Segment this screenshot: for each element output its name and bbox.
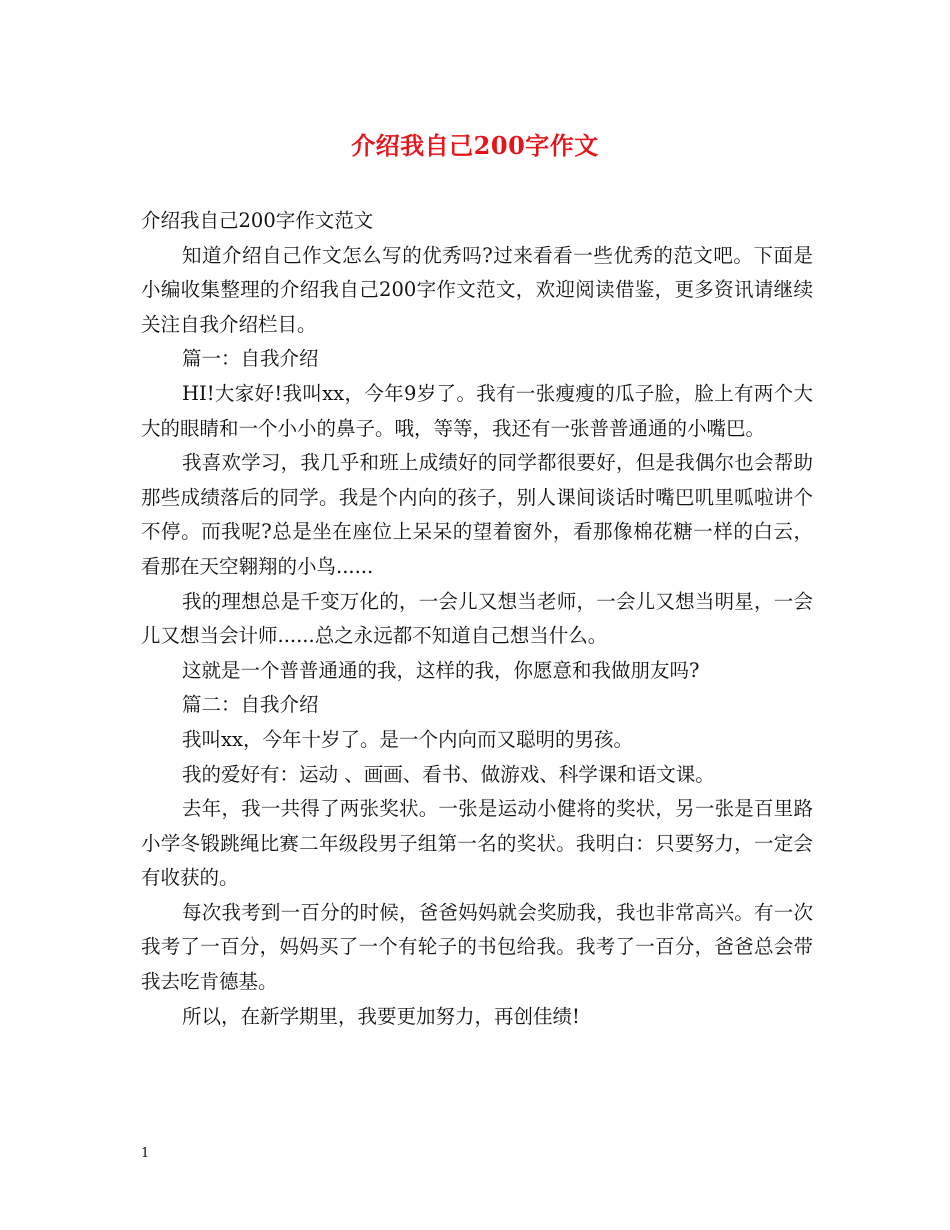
body-paragraph: 去年，我一共得了两张奖状。一张是运动小健将的奖状，另一张是百里路小学冬锻跳绳比赛二年级段男子组第一名的奖状。我明白：只要努力，一定会有收获的。 bbox=[141, 797, 813, 890]
body-paragraph: 我叫xx，今年十岁了。是一个内向而又聪明的男孩。 bbox=[182, 727, 633, 751]
section-heading: 篇二：自我介绍 bbox=[182, 693, 319, 717]
page-number: 1 bbox=[141, 1146, 150, 1161]
document-body bbox=[141, 204, 813, 1034]
body-paragraph: 知道介绍自己作文怎么写的优秀吗?过来看看一些优秀的范文吧。下面是小编收集整理的介绍我自己200字作文范文，欢迎阅读借鉴，更多资讯请继续关注自我介绍栏目。 bbox=[141, 243, 813, 336]
body-paragraph: 我喜欢学习，我几乎和班上成绩好的同学都很要好，但是我偶尔也会帮助那些成绩落后的同学。我是个内向的孩子，别人课间谈话时嘴巴叽里呱啦讲个不停。而我呢?总是坐在座位上呆呆的望着窗外，看那像棉花糖一样的白云，看那在天空翱翔的小鸟...... bbox=[141, 451, 813, 578]
body-paragraph: 每次我考到一百分的时候，爸爸妈妈就会奖励我，我也非常高兴。有一次我考了一百分，妈妈买了一个有轮子的书包给我。我考了一百分，爸爸总会带我去吃肯德基。 bbox=[141, 900, 813, 994]
body-paragraph: 介绍我自己200字作文范文 bbox=[141, 209, 374, 232]
body-paragraph: 我的爱好有：运动 、画画、看书、做游戏、科学课和语文课。 bbox=[182, 762, 715, 786]
body-paragraph: 所以，在新学期里，我要更加努力，再创佳绩! bbox=[182, 1004, 580, 1028]
body-paragraph: HI!大家好!我叫xx，今年9岁了。我有一张瘦瘦的瓜子脸，脸上有两个大大的眼睛和一个小小的鼻子。哦，等等，我还有一张普普通通的小嘴巴。 bbox=[141, 381, 813, 440]
body-paragraph: 我的理想总是千变万化的，一会儿又想当老师，一会儿又想当明星，一会儿又想当会计师......总之永远都不知道自己想当什么。 bbox=[141, 589, 813, 648]
body-paragraph: 这就是一个普普通通的我，这样的我，你愿意和我做朋友吗? bbox=[182, 658, 700, 682]
section-heading: 篇一：自我介绍 bbox=[182, 347, 319, 371]
document-title: 介绍我自己200字作文 bbox=[351, 131, 599, 160]
